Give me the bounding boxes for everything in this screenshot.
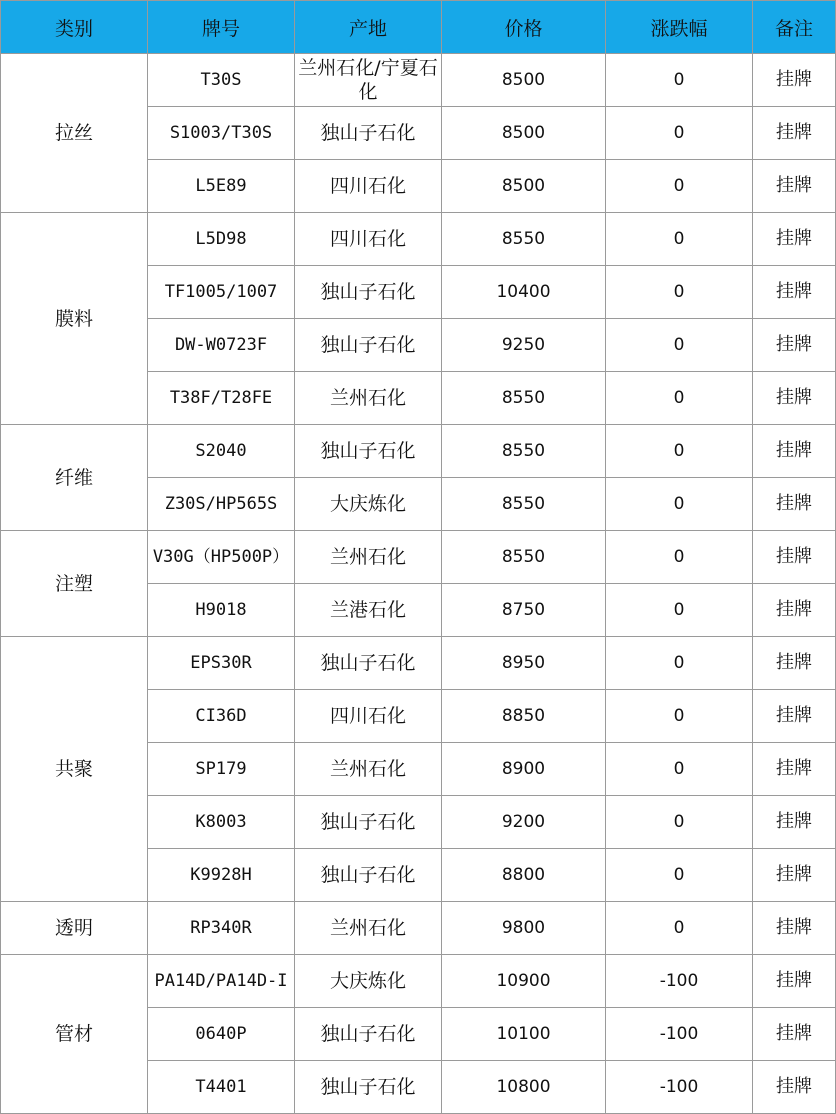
price-cell: 8950 [442, 637, 606, 690]
brand-cell: T38F/T28FE [148, 372, 295, 425]
change-cell: 0 [606, 478, 753, 531]
header-brand: 牌号 [148, 1, 295, 54]
brand-cell: 0640P [148, 1008, 295, 1061]
origin-cell: 独山子石化 [295, 107, 442, 160]
brand-cell: DW-W0723F [148, 319, 295, 372]
price-cell: 8800 [442, 849, 606, 902]
change-cell: 0 [606, 266, 753, 319]
origin-cell: 独山子石化 [295, 319, 442, 372]
table-row [1, 637, 836, 690]
brand-cell: S2040 [148, 425, 295, 478]
brand-cell: L5E89 [148, 160, 295, 213]
price-cell: 8550 [442, 531, 606, 584]
change-cell: 0 [606, 849, 753, 902]
origin-cell: 独山子石化 [295, 1008, 442, 1061]
note-cell: 挂牌 [753, 637, 836, 690]
header-category: 类别 [1, 1, 148, 54]
price-cell: 9800 [442, 902, 606, 955]
note-cell: 挂牌 [753, 425, 836, 478]
change-cell: 0 [606, 54, 753, 107]
note-cell: 挂牌 [753, 160, 836, 213]
header-price: 价格 [442, 1, 606, 54]
change-cell: 0 [606, 531, 753, 584]
change-cell: 0 [606, 425, 753, 478]
origin-cell: 大庆炼化 [295, 478, 442, 531]
brand-cell: T4401 [148, 1061, 295, 1114]
category-cell: 纤维 [1, 425, 148, 531]
change-cell: 0 [606, 796, 753, 849]
change-cell: 0 [606, 743, 753, 796]
brand-cell: PA14D/PA14D-I [148, 955, 295, 1008]
note-cell: 挂牌 [753, 107, 836, 160]
note-cell: 挂牌 [753, 743, 836, 796]
note-cell: 挂牌 [753, 902, 836, 955]
note-cell: 挂牌 [753, 1008, 836, 1061]
header-change: 涨跌幅 [606, 1, 753, 54]
origin-cell: 大庆炼化 [295, 955, 442, 1008]
price-cell: 9250 [442, 319, 606, 372]
origin-cell: 兰州石化 [295, 902, 442, 955]
category-cell: 注塑 [1, 531, 148, 637]
table-row [1, 213, 836, 266]
category-cell: 管材 [1, 955, 148, 1114]
origin-cell: 兰州石化 [295, 531, 442, 584]
note-cell: 挂牌 [753, 690, 836, 743]
change-cell: 0 [606, 372, 753, 425]
origin-cell: 独山子石化 [295, 266, 442, 319]
price-cell: 8550 [442, 213, 606, 266]
change-cell: 0 [606, 160, 753, 213]
note-cell: 挂牌 [753, 1061, 836, 1114]
price-cell: 8500 [442, 160, 606, 213]
brand-cell: TF1005/1007 [148, 266, 295, 319]
change-cell: 0 [606, 319, 753, 372]
brand-cell: RP340R [148, 902, 295, 955]
note-cell: 挂牌 [753, 213, 836, 266]
change-cell: -100 [606, 955, 753, 1008]
brand-cell: T30S [148, 54, 295, 107]
origin-cell: 四川石化 [295, 213, 442, 266]
table-row [1, 54, 836, 107]
origin-cell: 兰港石化 [295, 584, 442, 637]
note-cell: 挂牌 [753, 796, 836, 849]
note-cell: 挂牌 [753, 478, 836, 531]
note-cell: 挂牌 [753, 319, 836, 372]
note-cell: 挂牌 [753, 584, 836, 637]
brand-cell: S1003/T30S [148, 107, 295, 160]
origin-cell: 兰州石化/宁夏石化 [295, 54, 442, 107]
table-row [1, 531, 836, 584]
brand-cell: L5D98 [148, 213, 295, 266]
change-cell: 0 [606, 690, 753, 743]
origin-cell: 独山子石化 [295, 637, 442, 690]
brand-cell: H9018 [148, 584, 295, 637]
change-cell: -100 [606, 1061, 753, 1114]
price-cell: 8500 [442, 54, 606, 107]
origin-cell: 四川石化 [295, 690, 442, 743]
change-cell: 0 [606, 584, 753, 637]
change-cell: 0 [606, 902, 753, 955]
origin-cell: 独山子石化 [295, 1061, 442, 1114]
brand-cell: Z30S/HP565S [148, 478, 295, 531]
price-cell: 8750 [442, 584, 606, 637]
price-cell: 8550 [442, 425, 606, 478]
category-cell: 拉丝 [1, 54, 148, 213]
price-cell: 8850 [442, 690, 606, 743]
note-cell: 挂牌 [753, 372, 836, 425]
header-origin: 产地 [295, 1, 442, 54]
category-cell: 膜料 [1, 213, 148, 425]
price-cell: 8900 [442, 743, 606, 796]
change-cell: 0 [606, 637, 753, 690]
price-cell: 8550 [442, 372, 606, 425]
note-cell: 挂牌 [753, 266, 836, 319]
price-cell: 10800 [442, 1061, 606, 1114]
brand-cell: SP179 [148, 743, 295, 796]
note-cell: 挂牌 [753, 955, 836, 1008]
change-cell: -100 [606, 1008, 753, 1061]
price-cell: 9200 [442, 796, 606, 849]
brand-cell: K8003 [148, 796, 295, 849]
origin-cell: 兰州石化 [295, 372, 442, 425]
price-cell: 10900 [442, 955, 606, 1008]
origin-cell: 独山子石化 [295, 796, 442, 849]
note-cell: 挂牌 [753, 54, 836, 107]
brand-cell: CI36D [148, 690, 295, 743]
table-row [1, 955, 836, 1008]
brand-cell: K9928H [148, 849, 295, 902]
origin-cell: 兰州石化 [295, 743, 442, 796]
origin-cell: 四川石化 [295, 160, 442, 213]
table-row [1, 902, 836, 955]
header-note: 备注 [753, 1, 836, 54]
note-cell: 挂牌 [753, 849, 836, 902]
table-row [1, 425, 836, 478]
change-cell: 0 [606, 213, 753, 266]
price-cell: 8550 [442, 478, 606, 531]
price-cell: 10100 [442, 1008, 606, 1061]
category-cell: 共聚 [1, 637, 148, 902]
note-cell: 挂牌 [753, 531, 836, 584]
price-cell: 8500 [442, 107, 606, 160]
origin-cell: 独山子石化 [295, 425, 442, 478]
category-cell: 透明 [1, 902, 148, 955]
change-cell: 0 [606, 107, 753, 160]
brand-cell: EPS30R [148, 637, 295, 690]
origin-cell: 独山子石化 [295, 849, 442, 902]
price-cell: 10400 [442, 266, 606, 319]
header-row [1, 1, 836, 54]
brand-cell: V30G（HP500P） [148, 531, 295, 584]
